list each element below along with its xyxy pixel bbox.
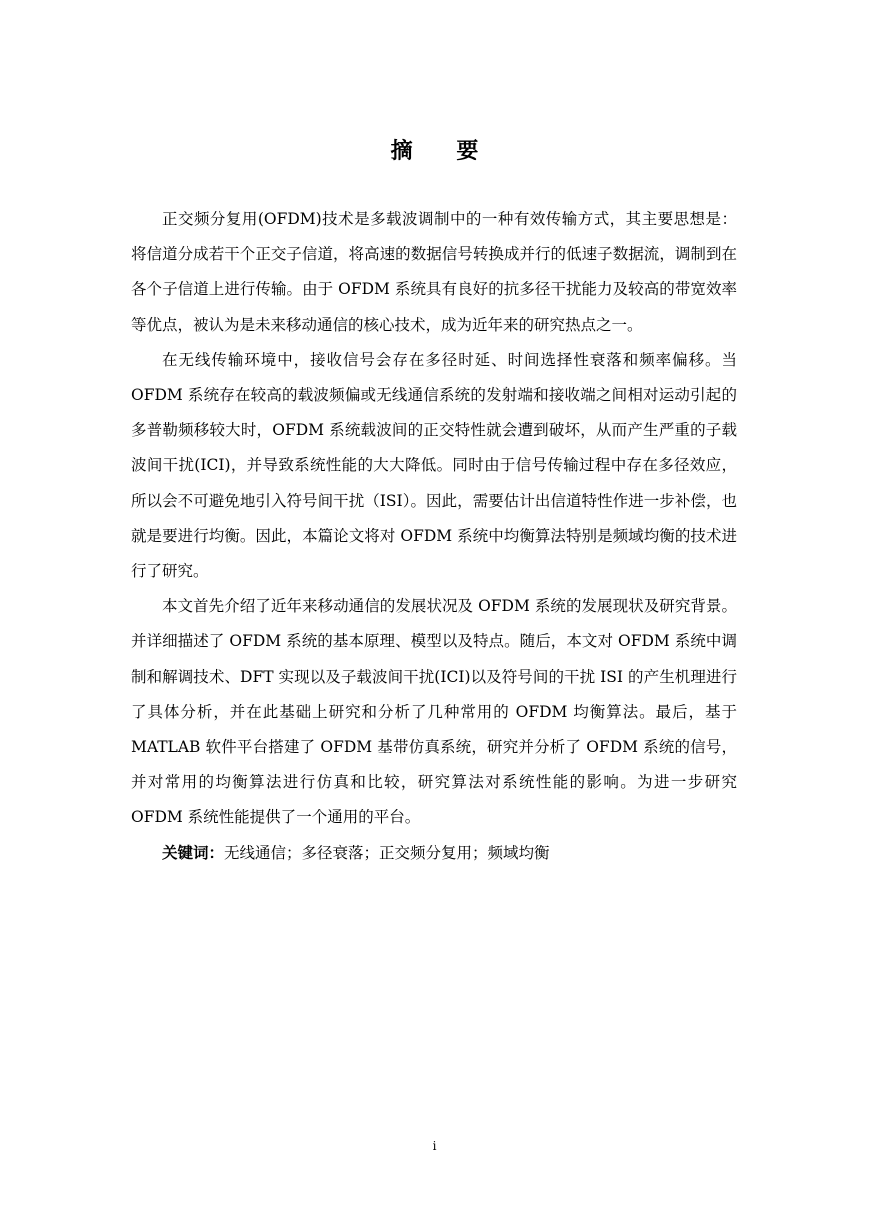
page-number: i (432, 1139, 437, 1153)
abstract-paragraph-1: 正交频分复用(OFDM)技术是多载波调制中的一种有效传输方式，其主要思想是：将信道分成若干个正交子信道，将高速的数据信号转换成并行的低速子数据流，调制到在各个子信道上进行传输。由于 OFDM 系统具有良好的抗多径干扰能力及较高的带宽效率等优点，被认为是未来移动通信的核心技术，成为近年来的研究热点之一。 (131, 210, 737, 334)
abstract-body (131, 202, 737, 871)
abstract-paragraph-2: 在无线传输环境中，接收信号会存在多径时延、时间选择性衰落和频率偏移。当 OFDM 系统存在较高的载波频偏或无线通信系统的发射端和接收端之间相对运动引起的多普勒频移较大时，OFDM 系统载波间的正交特性就会遭到破坏，从而产生严重的子载波间干扰(ICI)，并导致系统性能的大大降低。同时由于信号传输过程中存在多径效应，所以会不可避免地引入符号间干扰（ISI）。因此，需要估计出信道特性作进一步补偿，也就是要进行均衡。因此，本篇论文将对 OFDM 系统中均衡算法特别是频域均衡的技术进行了研究。 (131, 350, 737, 581)
abstract-title: 摘 要 (390, 139, 497, 164)
keywords-line (131, 836, 737, 871)
keywords-text: 无线通信；多径衰落；正交频分复用；频域均衡 (224, 843, 550, 862)
abstract-paragraph-3: 本文首先介绍了近年来移动通信的发展状况及 OFDM 系统的发展现状及研究背景。并详细描述了 OFDM 系统的基本原理、模型以及特点。随后，本文对 OFDM 系统中调制和解调技术、DFT 实现以及子载波间干扰(ICI)以及符号间的干扰 ISI 的产生机理进行了具体分析，并在此基础上研究和分析了几种常用的 OFDM 均衡算法。最后，基于 MATLAB 软件平台搭建了 OFDM 基带仿真系统，研究并分析了 OFDM 系统的信号，并对常用的均衡算法进行仿真和比较，研究算法对系统性能的影响。为进一步研究 OFDM 系统性能提供了一个通用的平台。 (131, 597, 737, 827)
keywords-label: 关键词： (162, 843, 225, 862)
